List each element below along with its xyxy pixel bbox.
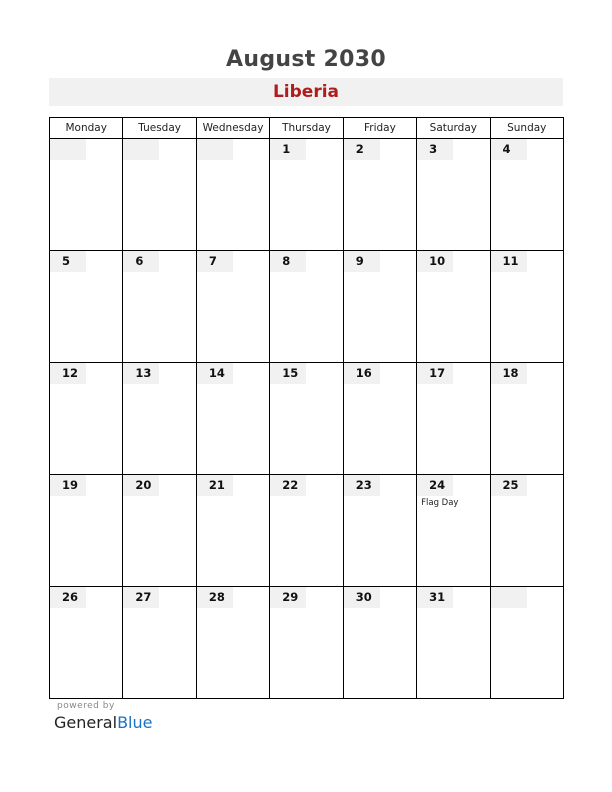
day-cell bbox=[50, 587, 123, 699]
day-number: 11 bbox=[491, 251, 527, 272]
day-number: 12 bbox=[50, 363, 86, 384]
day-number: 9 bbox=[344, 251, 380, 272]
day-cell bbox=[417, 363, 490, 475]
day-number bbox=[491, 587, 527, 608]
day-number: 24 bbox=[417, 475, 453, 496]
week-row bbox=[50, 475, 564, 587]
day-cell bbox=[343, 251, 416, 363]
week-row bbox=[50, 363, 564, 475]
week-row bbox=[50, 587, 564, 699]
day-cell bbox=[123, 587, 196, 699]
day-cell bbox=[196, 363, 269, 475]
day-number: 1 bbox=[270, 139, 306, 160]
brand-blue-text: Blue bbox=[117, 713, 153, 732]
day-cell bbox=[50, 139, 123, 251]
day-number: 20 bbox=[123, 475, 159, 496]
day-number: 2 bbox=[344, 139, 380, 160]
day-cell bbox=[343, 139, 416, 251]
week-row bbox=[50, 251, 564, 363]
day-number bbox=[197, 139, 233, 160]
day-cell bbox=[490, 587, 563, 699]
day-cell bbox=[270, 475, 343, 587]
day-number: 17 bbox=[417, 363, 453, 384]
day-cell bbox=[123, 139, 196, 251]
day-cell bbox=[123, 475, 196, 587]
day-cell bbox=[50, 363, 123, 475]
weekday-header: Saturday bbox=[417, 118, 490, 139]
day-cell bbox=[343, 363, 416, 475]
day-number: 27 bbox=[123, 587, 159, 608]
day-cell bbox=[270, 139, 343, 251]
day-number bbox=[50, 139, 86, 160]
holiday-label: Flag Day bbox=[421, 498, 459, 508]
day-cell bbox=[196, 587, 269, 699]
day-cell-holiday bbox=[417, 475, 490, 587]
weekday-header: Monday bbox=[50, 118, 123, 139]
generalblue-logo[interactable] bbox=[54, 713, 152, 732]
day-number: 8 bbox=[270, 251, 306, 272]
day-cell bbox=[417, 251, 490, 363]
week-row bbox=[50, 139, 564, 251]
weekday-header: Sunday bbox=[490, 118, 563, 139]
day-cell bbox=[490, 139, 563, 251]
day-number: 15 bbox=[270, 363, 306, 384]
country-banner bbox=[49, 78, 563, 106]
day-cell bbox=[50, 475, 123, 587]
day-number: 31 bbox=[417, 587, 453, 608]
day-number: 7 bbox=[197, 251, 233, 272]
day-number: 10 bbox=[417, 251, 453, 272]
day-number: 29 bbox=[270, 587, 306, 608]
weekday-header: Thursday bbox=[270, 118, 343, 139]
calendar-title: August 2030 bbox=[226, 47, 386, 72]
month-calendar-grid bbox=[49, 117, 564, 699]
day-cell bbox=[123, 363, 196, 475]
weekday-header: Tuesday bbox=[123, 118, 196, 139]
day-number: 28 bbox=[197, 587, 233, 608]
day-number: 16 bbox=[344, 363, 380, 384]
day-number: 19 bbox=[50, 475, 86, 496]
day-cell bbox=[123, 251, 196, 363]
day-cell bbox=[417, 139, 490, 251]
day-number: 14 bbox=[197, 363, 233, 384]
day-cell bbox=[270, 251, 343, 363]
day-number: 18 bbox=[491, 363, 527, 384]
day-number: 22 bbox=[270, 475, 306, 496]
day-cell bbox=[270, 363, 343, 475]
day-number: 23 bbox=[344, 475, 380, 496]
day-number bbox=[123, 139, 159, 160]
day-cell bbox=[196, 475, 269, 587]
day-number: 30 bbox=[344, 587, 380, 608]
day-cell bbox=[343, 587, 416, 699]
day-number: 3 bbox=[417, 139, 453, 160]
day-cell bbox=[50, 251, 123, 363]
country-name: Liberia bbox=[272, 82, 340, 102]
day-number: 5 bbox=[50, 251, 86, 272]
day-cell bbox=[196, 251, 269, 363]
day-cell bbox=[490, 475, 563, 587]
day-number: 4 bbox=[491, 139, 527, 160]
day-cell bbox=[417, 587, 490, 699]
day-cell bbox=[490, 251, 563, 363]
weekday-header: Wednesday bbox=[196, 118, 269, 139]
weekday-header-row bbox=[50, 118, 564, 139]
day-number: 26 bbox=[50, 587, 86, 608]
day-number: 6 bbox=[123, 251, 159, 272]
day-cell bbox=[270, 587, 343, 699]
day-number: 25 bbox=[491, 475, 527, 496]
brand-general-text: General bbox=[54, 713, 118, 732]
day-cell bbox=[490, 363, 563, 475]
day-number: 13 bbox=[123, 363, 159, 384]
weekday-header: Friday bbox=[343, 118, 416, 139]
powered-by-label: powered by bbox=[57, 701, 115, 711]
day-cell bbox=[343, 475, 416, 587]
day-number: 21 bbox=[197, 475, 233, 496]
day-cell bbox=[196, 139, 269, 251]
